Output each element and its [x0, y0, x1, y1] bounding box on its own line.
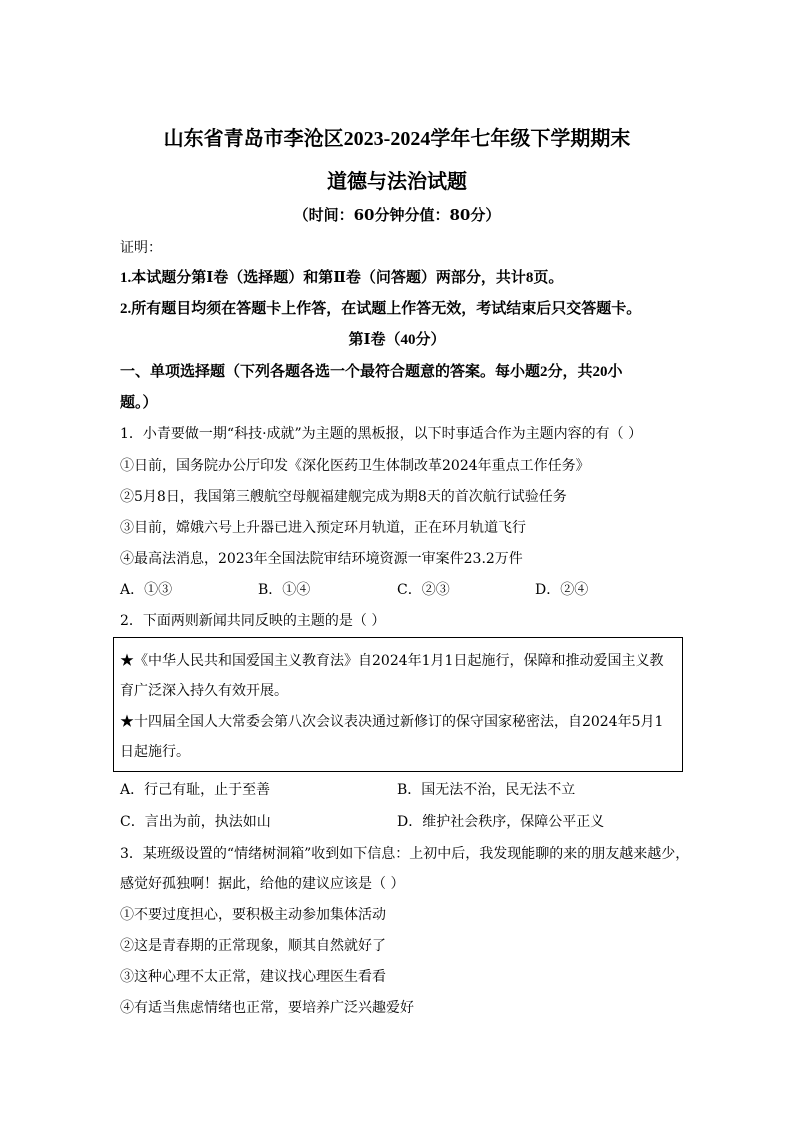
question-3-stem-line2: 感觉好孤独啊！据此，给他的建议应该是（ ）	[120, 876, 405, 892]
question-2-option-c: C．言出为前，执法如山	[120, 814, 271, 830]
exam-title-line1: 山东省青岛市李沧区2023-2024学年七年级下学期期末	[163, 128, 631, 150]
volume-title: 第Ⅰ卷（40分）	[348, 332, 446, 348]
question-3-stem-line1: 3．某班级设置的“情绪树洞箱”收到如下信息：上初中后，我发现能聊的来的朋友越来越少，	[120, 846, 690, 862]
question-1-option-b: B．①④	[258, 582, 311, 598]
question-1-option-c: C．②③	[397, 582, 450, 598]
exam-title-line2: 道德与法治试题	[327, 171, 467, 193]
question-1-item-4: ④最高法消息，2023年全国法院审结环境资源一审案件23.2万件	[120, 551, 523, 567]
question-3-item-3: ③这种心理不太正常，建议找心理医生看看	[120, 969, 386, 985]
exam-time-info: （时间：60分钟分值：80分）	[293, 206, 501, 224]
question-2-stem: 2．下面两则新闻共同反映的主题的是（ ）	[120, 613, 386, 629]
news-box-line-3: ★十四届全国人大常委会第八次会议表决通过新修订的保守国家秘密法，自2024年5月1	[120, 714, 664, 730]
instruction-item-2: 2.所有题目均须在答题卡上作答，在试题上作答无效，考试结束后只交答题卡。	[120, 301, 642, 317]
question-1-item-3: ③目前，嫦娥六号上升器已进入预定环月轨道，正在环月轨道飞行	[120, 520, 526, 536]
question-1-option-a: A．①③	[120, 582, 173, 598]
section-heading-line1: 一、单项选择题（下列各题各选一个最符合题意的答案。每小题2分，共20小	[120, 364, 623, 380]
news-box	[113, 637, 683, 772]
question-3-item-1: ①不要过度担心，要积极主动参加集体活动	[120, 907, 386, 923]
question-3-item-4: ④有适当焦虑情绪也正常，要培养广泛兴趣爱好	[120, 1000, 414, 1016]
question-2-option-a: A．行己有耻，止于至善	[120, 782, 271, 798]
news-box-line-4: 日起施行。	[120, 744, 190, 760]
question-2-option-d: D．维护社会秩序，保障公平正义	[397, 814, 605, 830]
news-box-line-2: 育广泛深入持久有效开展。	[120, 683, 288, 699]
question-1-option-d: D．②④	[535, 582, 589, 598]
question-2-option-b: B．国无法不治，民无法不立	[397, 782, 576, 798]
question-1-stem: 1．小青要做一期“科技·成就”为主题的黑板报，以下时事适合作为主题内容的有（ ）	[120, 426, 643, 442]
section-heading-line2: 题。）	[120, 395, 158, 411]
news-box-line-1: ★《中华人民共和国爱国主义教育法》自2024年1月1日起施行，保障和推动爱国主义教	[120, 653, 664, 669]
question-3-item-2: ②这是青春期的正常现象，顺其自然就好了	[120, 938, 386, 954]
question-1-item-1: ①日前，国务院办公厅印发《深化医药卫生体制改革2024年重点工作任务》	[120, 458, 590, 474]
instructions-label: 证明：	[120, 240, 162, 256]
question-1-item-2: ②5月8日，我国第三艘航空母舰福建舰完成为期8天的首次航行试验任务	[120, 489, 567, 505]
instruction-item-1: 1.本试题分第Ⅰ卷（选择题）和第Ⅱ卷（问答题）两部分，共计8页。	[120, 270, 564, 286]
